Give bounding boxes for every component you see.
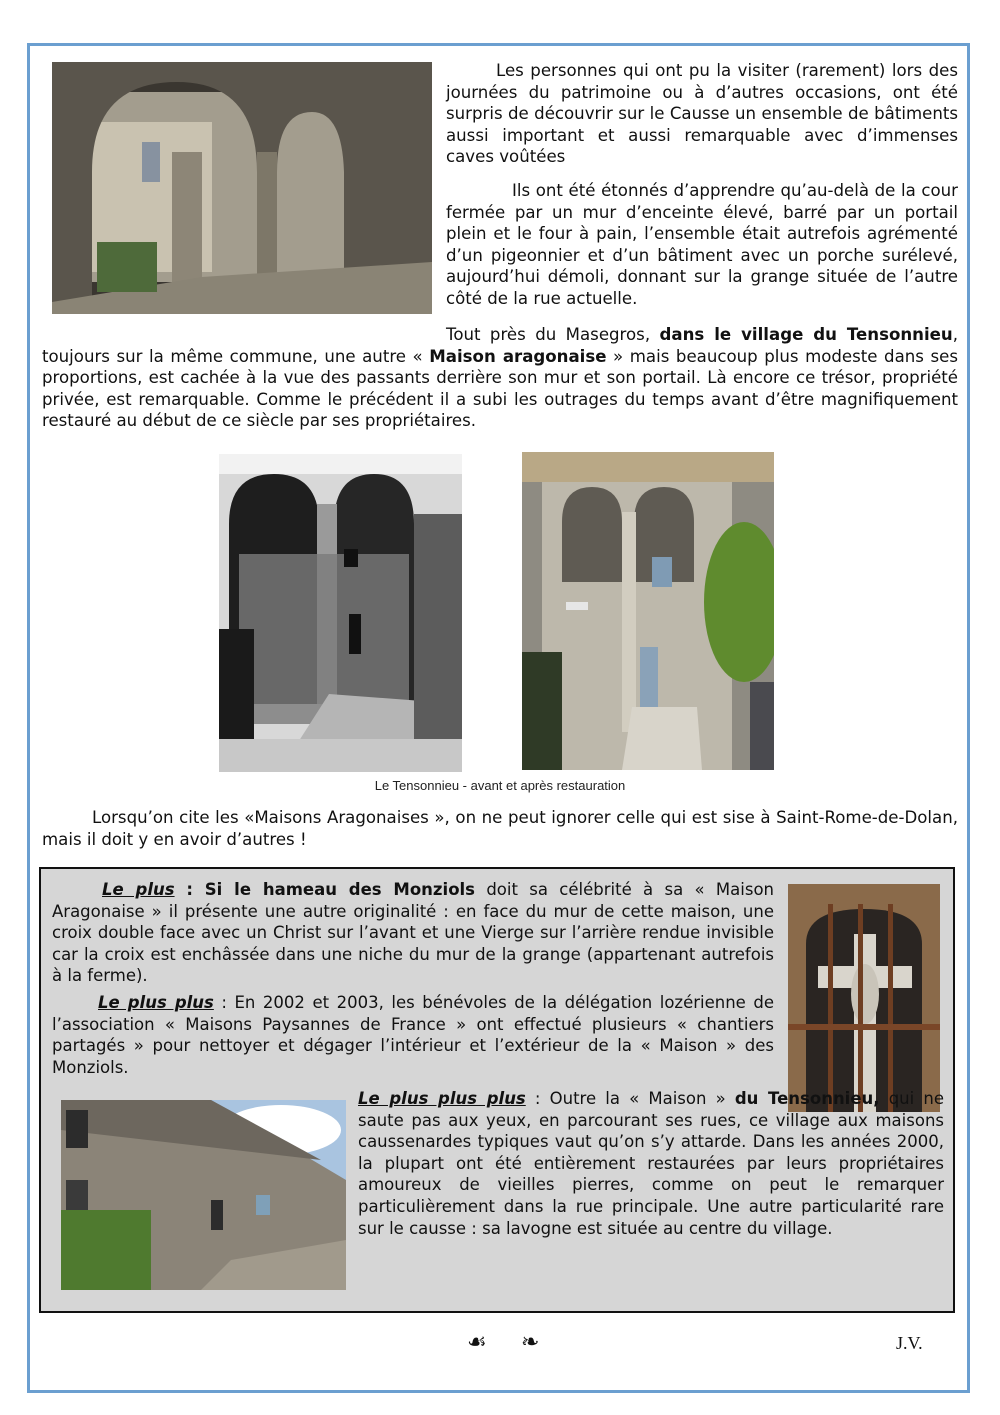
ppp-text: qui ne saute pas aux yeux, en parcourant ses rues, ce village aux maisons caussenardes typiques vaut qu’on s’y attarde. Dans les années 2000, la plupart ont été entièrement restaurées par leurs propriétaires amoureux de vieilles pierres, comme on peut le remarquer particulièrement dans la rue principale. Une autre particularité rare sur le causse : sa lavogne est située au centre du village. [358, 1089, 944, 1238]
photo-caption: Le Tensonnieu - avant et après restauration [374, 778, 626, 793]
le-plus-text: doit sa célébrité à sa « Maison Aragonaise » il présente une autre originalité : en face du mur de cette maison, une croix double face avec un Christ sur l’avant et une Vierge sur l’arrière rendue invisible car la croix est enchâssée dans une niche du mur de la grange (appartenant autrefois à la ferme). [52, 880, 774, 986]
le-plus-plus-plus-label: Le plus plus plus [358, 1089, 526, 1108]
photo-arcade-porch [52, 62, 432, 314]
p3-part-a: Tout près du Masegros, [446, 325, 660, 344]
paragraph-courtyard: Ils ont été étonnés d’apprendre qu’au-delà de la cour fermée par un mur d’enceinte élevé, barré par un portail plein et le four à pain, l’ensemble était autrefois agrémenté d’un pigeonnier et d’un bâtiment avec un porche surélevé, aujourd’hui démoli, donnant sur la grange située de l’autre côté de la rue actuelle. [446, 181, 958, 308]
le-plus-plus-text: : En 2002 et 2003, les bénévoles de la délégation lozérienne de l’association « Maisons Paysannes de France » ont effectué plusieurs « chantiers partagés » pour nettoyer et dégager l’intérieur et l’extérieur de la « Maison » des Monziols. [52, 993, 774, 1077]
ppp-tensonnieu: du Tensonnieu, [734, 1089, 880, 1108]
ppp-part-a: : Outre la « Maison » [525, 1089, 735, 1108]
le-plus-bold: : Si le hameau des Monziols [174, 880, 476, 899]
p3-village-name: dans le village du Tensonnieu [659, 325, 953, 344]
ornament-left-icon: ☙ [467, 1330, 487, 1355]
paragraph-le-plus [52, 879, 774, 987]
le-plus-plus-label: Le plus plus [98, 993, 214, 1012]
signature: J.V. [896, 1333, 923, 1353]
p3-part-c: , toujours sur la même commune, une autre « [42, 325, 959, 366]
photo-after-restoration [522, 452, 774, 770]
p3-maison-aragonaise: Maison aragonaise [429, 346, 607, 366]
paragraph-tensonnieu [42, 324, 958, 432]
photo-cross-niche [788, 884, 940, 1112]
ornament-right-icon: ❧ [521, 1330, 540, 1355]
p3-part-e: » mais beaucoup plus modeste dans ses proportions, est cachée à la vue des passants derrière son mur et son portail. Là encore ce trésor, propriété privée, est remarquable. Comme le précédent il a subi les outrages du temps avant d’être magnifiquement restauré au début de ce siècle par ses propriétaires. [42, 346, 958, 431]
paragraph-visit: Les personnes qui ont pu la visiter (rarement) lors des journées du patrimoine ou à d’autres occasions, ont été surpris de découvrir sur le Causse un ensemble de bâtiments aussi important et aussi remarquable avec d’immenses caves voûtées [446, 61, 958, 167]
photo-village-street [61, 1100, 346, 1290]
paragraph-le-plus-plus [52, 992, 774, 1078]
paragraph-saint-rome: Lorsqu’on cite les «Maisons Aragonaises », on ne peut ignorer celle qui est sise à Saint-Rome-de-Dolan, mais il doit y en avoir d’autres ! [42, 808, 958, 849]
paragraph-le-plus-plus-plus [358, 1088, 944, 1239]
photo-before-restoration [219, 454, 462, 772]
le-plus-label: Le plus [102, 880, 175, 899]
